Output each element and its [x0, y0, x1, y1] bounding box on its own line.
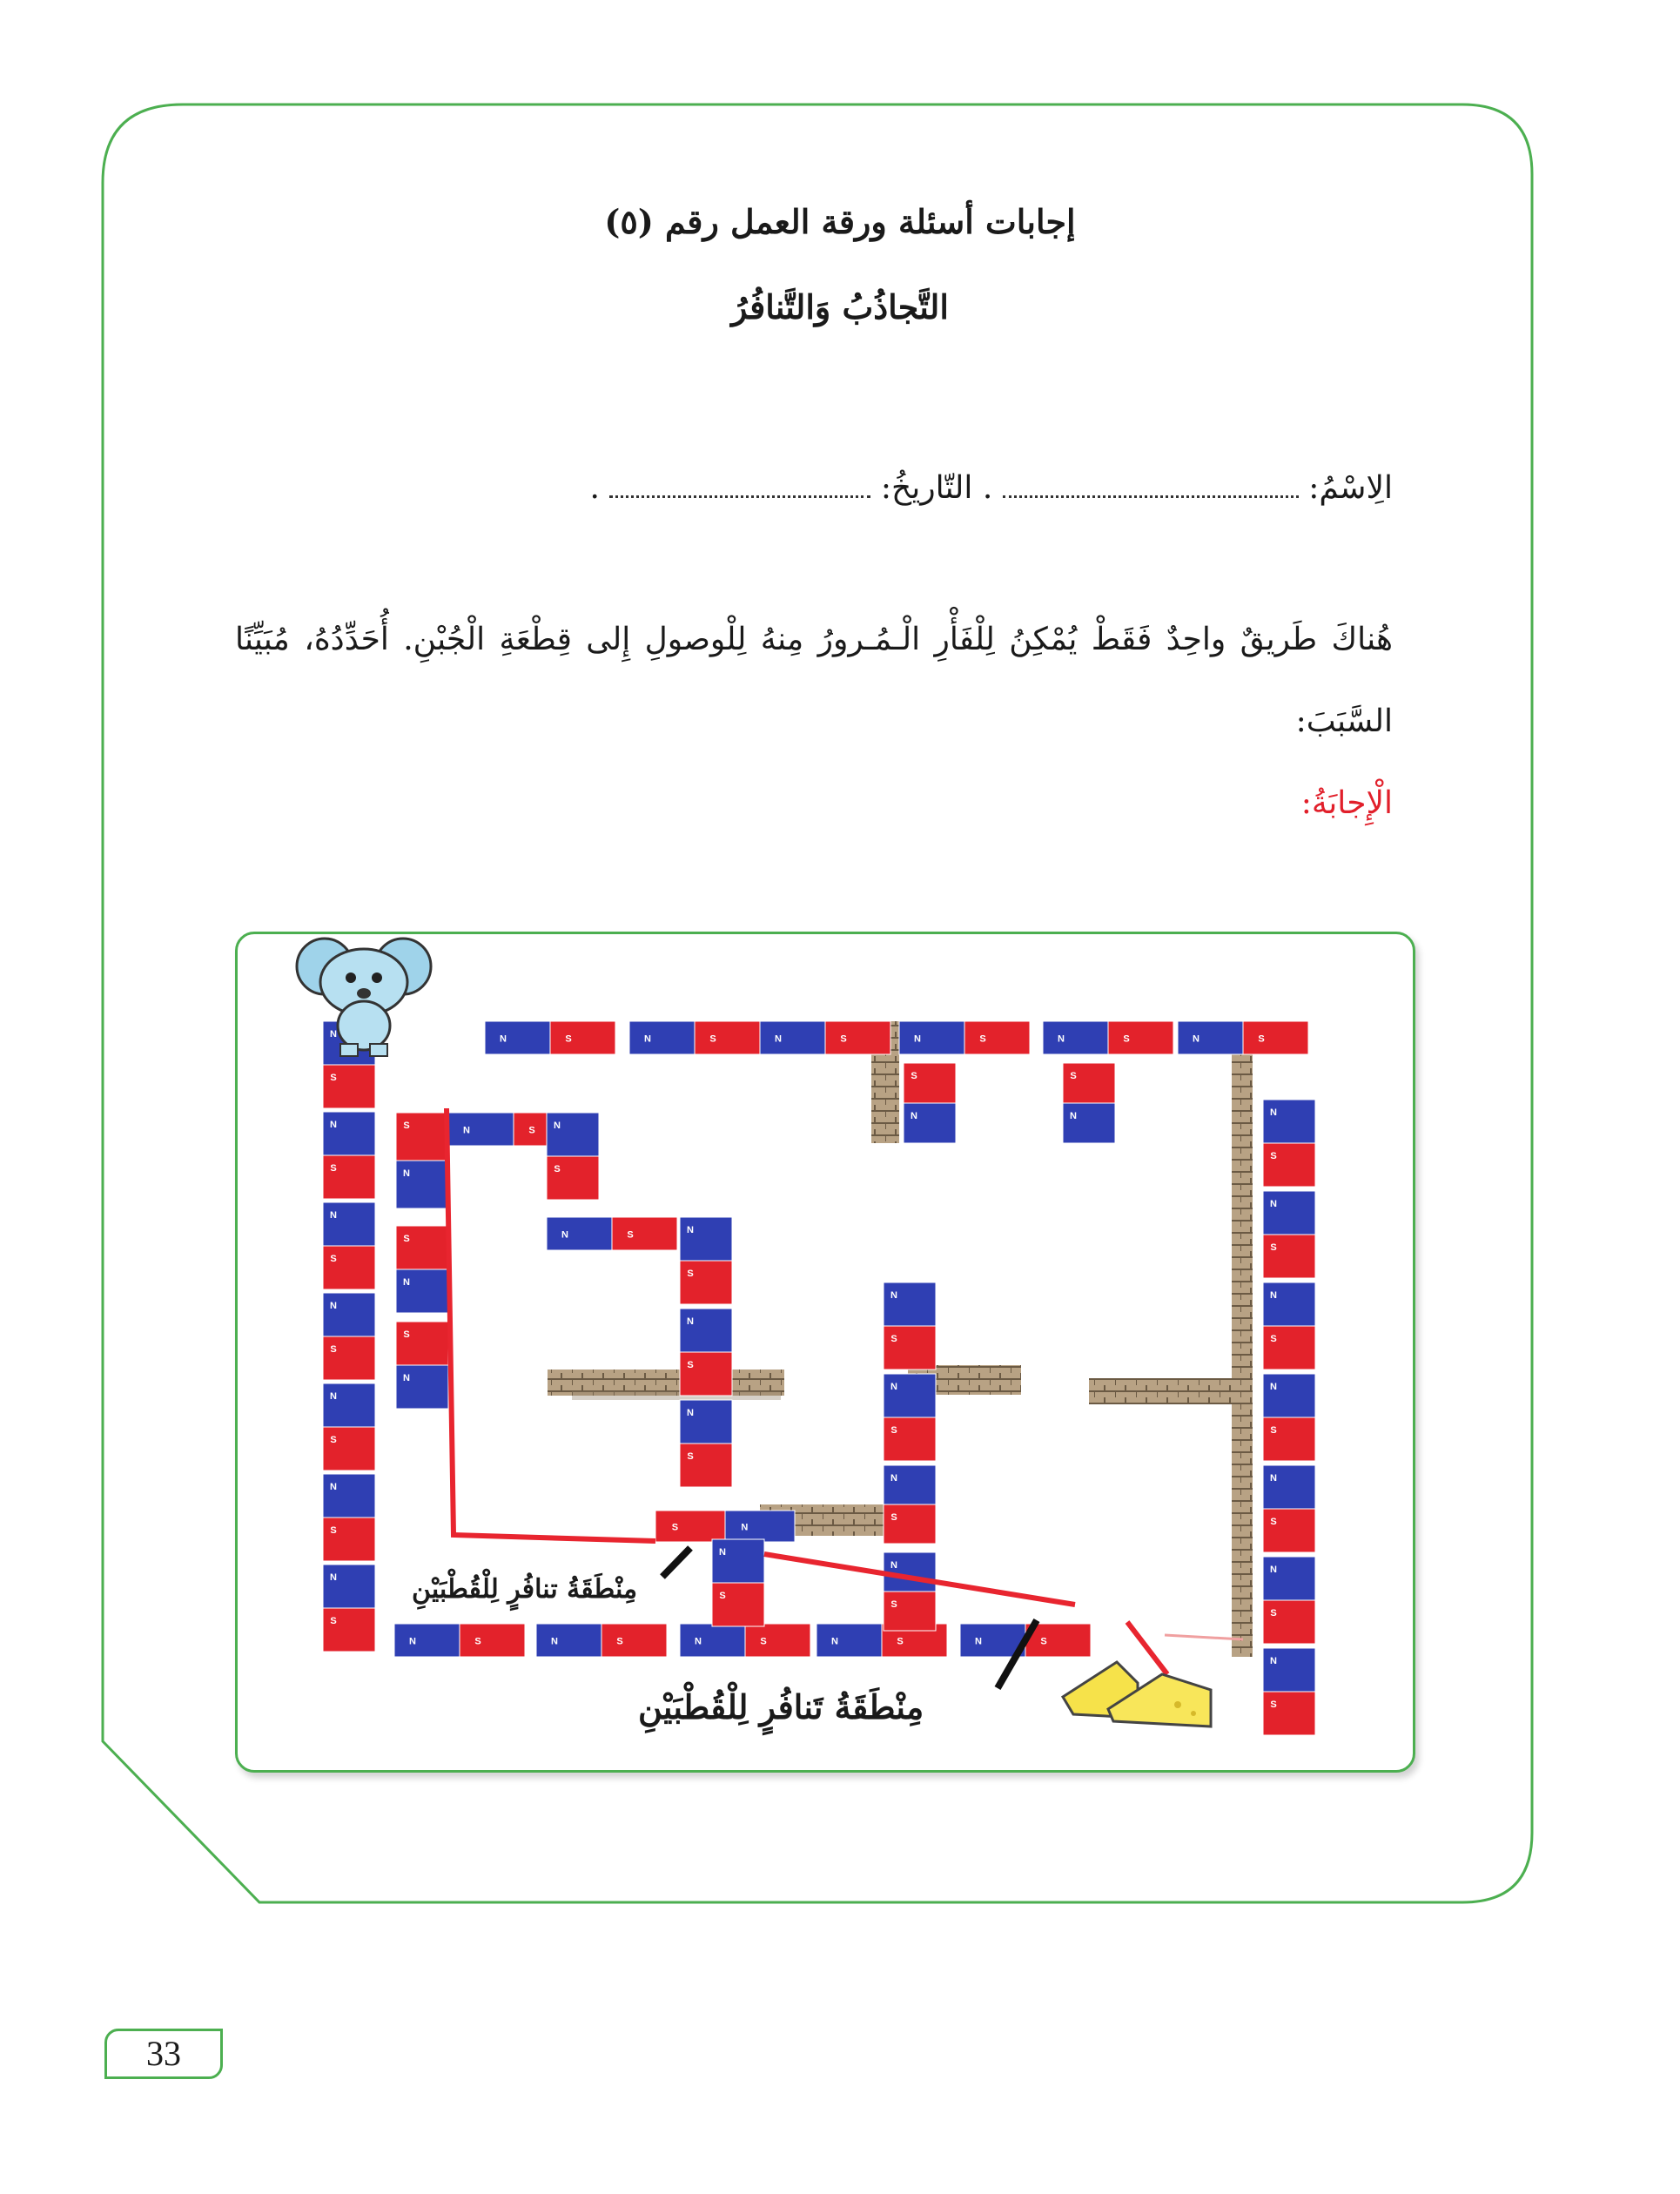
svg-text:N: N [561, 1229, 568, 1241]
svg-text:S: S [1270, 1608, 1277, 1619]
svg-text:N: N [330, 1210, 337, 1221]
bar-magnet [760, 1021, 890, 1054]
bar-magnet [680, 1400, 732, 1487]
name-date-line [589, 468, 1393, 509]
svg-text:N: N [330, 1391, 337, 1402]
bar-magnet [396, 1226, 448, 1313]
bar-magnet [1263, 1374, 1315, 1461]
svg-text:S: S [1040, 1636, 1047, 1647]
bar-magnet [547, 1113, 599, 1200]
svg-text:N: N [554, 1121, 561, 1131]
answer-label: الْإِجابَةُ: [1300, 785, 1393, 821]
svg-text:N: N [409, 1636, 416, 1647]
svg-text:N: N [1270, 1290, 1277, 1301]
svg-text:N: N [403, 1277, 410, 1288]
svg-text:N: N [330, 1120, 337, 1130]
bar-magnet [680, 1309, 732, 1396]
svg-text:S: S [403, 1329, 410, 1340]
bar-magnet [323, 1202, 375, 1289]
svg-text:N: N [695, 1636, 702, 1647]
name-field[interactable] [1003, 490, 1299, 498]
svg-text:S: S [330, 1163, 337, 1174]
svg-text:S: S [330, 1525, 337, 1536]
svg-text:N: N [975, 1636, 982, 1647]
svg-text:N: N [1270, 1199, 1277, 1209]
bar-magnet [394, 1624, 525, 1657]
bar-magnet [884, 1465, 936, 1544]
svg-text:N: N [775, 1033, 782, 1045]
svg-text:S: S [709, 1033, 716, 1045]
svg-text:S: S [911, 1071, 917, 1081]
svg-text:S: S [474, 1636, 481, 1647]
svg-text:N: N [330, 1301, 337, 1311]
bar-magnet [1063, 1063, 1115, 1143]
svg-text:N: N [644, 1033, 651, 1045]
svg-text:N: N [403, 1373, 410, 1383]
svg-text:N: N [687, 1316, 694, 1327]
repulsion-zone-label-small: مِنْطَقَةُ تنافُرٍ لِلْقُطْبَيْنِ [412, 1574, 638, 1605]
svg-text:N: N [330, 1482, 337, 1492]
svg-text:N: N [1270, 1107, 1277, 1118]
svg-text:S: S [760, 1636, 767, 1647]
svg-text:N: N [890, 1473, 897, 1484]
svg-text:S: S [890, 1512, 897, 1523]
svg-text:S: S [687, 1269, 694, 1279]
svg-text:N: N [911, 1111, 917, 1121]
svg-text:N: N [890, 1290, 897, 1301]
bar-magnet [680, 1217, 732, 1304]
svg-text:S: S [890, 1599, 897, 1610]
date-field[interactable] [609, 490, 870, 498]
bar-magnet [323, 1383, 375, 1471]
svg-text:S: S [330, 1616, 337, 1626]
svg-text:N: N [551, 1636, 558, 1647]
svg-text:N: N [1070, 1111, 1077, 1121]
brick-wall-shadow [572, 1391, 781, 1400]
bar-magnet [1178, 1021, 1308, 1054]
svg-text:S: S [979, 1033, 986, 1045]
svg-text:N: N [1270, 1382, 1277, 1392]
question-line-2: السَّبَبَ: [1295, 703, 1393, 739]
svg-text:S: S [1270, 1699, 1277, 1710]
svg-text:S: S [403, 1234, 410, 1244]
svg-text:S: S [687, 1451, 694, 1462]
svg-text:N: N [500, 1033, 507, 1045]
page-number: 33 [104, 2029, 223, 2079]
bar-magnet [629, 1021, 760, 1054]
svg-text:S: S [1070, 1071, 1077, 1081]
pointer-line [662, 1548, 690, 1577]
maze-figure [235, 932, 1415, 1773]
svg-text:S: S [1123, 1033, 1130, 1045]
bar-magnet [655, 1511, 795, 1542]
svg-text:N: N [1270, 1565, 1277, 1575]
bar-magnet [884, 1374, 936, 1461]
bar-magnet [899, 1021, 1030, 1054]
bar-magnet [323, 1293, 375, 1380]
bar-magnet [1263, 1465, 1315, 1552]
worksheet-title: إجابات أسئلة ورقة العمل رقم (٥) [604, 202, 1076, 241]
path-hint [1165, 1635, 1243, 1639]
svg-text:N: N [1058, 1033, 1065, 1045]
svg-text:N: N [1270, 1473, 1277, 1484]
svg-text:S: S [554, 1164, 561, 1174]
svg-text:N: N [890, 1560, 897, 1571]
svg-text:N: N [330, 1029, 337, 1040]
svg-text:N: N [1270, 1656, 1277, 1666]
svg-text:S: S [616, 1636, 623, 1647]
brick-wall [1089, 1378, 1235, 1404]
bar-magnet [323, 1112, 375, 1199]
path-to-cheese [1127, 1622, 1167, 1674]
svg-text:S: S [627, 1229, 634, 1241]
svg-text:N: N [719, 1547, 726, 1558]
svg-text:S: S [1270, 1425, 1277, 1436]
svg-text:S: S [719, 1591, 726, 1601]
date-label: . التّاريخُ: [880, 470, 993, 506]
svg-text:S: S [330, 1073, 337, 1083]
svg-text:N: N [403, 1168, 410, 1179]
name-label: الِاسْمُ: [1308, 470, 1393, 506]
bar-magnet [884, 1552, 936, 1631]
bar-magnet [485, 1021, 615, 1054]
svg-text:N: N [831, 1636, 838, 1647]
svg-text:N: N [1193, 1033, 1200, 1045]
bar-magnet [1043, 1021, 1173, 1054]
bar-magnet [396, 1113, 448, 1208]
mouse-icon [297, 939, 431, 1056]
svg-text:N: N [890, 1382, 897, 1392]
brick-wall [1232, 1021, 1253, 1657]
bar-magnet [680, 1624, 810, 1657]
bar-magnet [396, 1322, 448, 1409]
svg-text:S: S [840, 1033, 847, 1045]
svg-text:S: S [671, 1522, 679, 1533]
end-dot: . [589, 470, 600, 506]
bar-magnet [536, 1624, 667, 1657]
bar-magnet [323, 1565, 375, 1652]
svg-text:S: S [1258, 1033, 1265, 1045]
svg-text:S: S [1270, 1151, 1277, 1161]
svg-text:S: S [528, 1125, 535, 1136]
bar-magnet [1263, 1282, 1315, 1370]
bar-magnet [904, 1063, 956, 1143]
svg-text:S: S [687, 1360, 694, 1370]
bar-magnet [712, 1539, 764, 1626]
svg-text:S: S [330, 1254, 337, 1264]
svg-text:N: N [463, 1125, 470, 1136]
bar-magnet [547, 1217, 677, 1250]
worksheet-subtitle: التَّجاذُبُ وَالتَّنافُرُ [731, 287, 949, 326]
svg-text:N: N [741, 1522, 749, 1533]
maze-drawing [238, 934, 1413, 1770]
svg-text:S: S [1270, 1334, 1277, 1344]
bar-magnet [1263, 1557, 1315, 1644]
bar-magnet [1263, 1100, 1315, 1187]
cheese-icon [1063, 1662, 1211, 1726]
bar-magnet [323, 1474, 375, 1561]
svg-text:S: S [1270, 1242, 1277, 1253]
svg-text:S: S [330, 1344, 337, 1355]
svg-text:S: S [403, 1121, 410, 1131]
svg-text:S: S [897, 1636, 904, 1647]
svg-text:S: S [890, 1334, 897, 1344]
svg-text:N: N [330, 1572, 337, 1583]
question-line-1: هُناكَ طَريقٌ واحِدٌ فَقَطْ يُمْكِنُ لِلْفَأْرِ الْـمُـرورُ مِنهُ لِلْوصولِ إِلى قِطْعَةِ الْجُبْنِ. أُحَدِّدُهُ، مُبَيِّنًا [235, 622, 1393, 657]
svg-text:S: S [565, 1033, 572, 1045]
svg-text:N: N [687, 1225, 694, 1235]
bar-magnet [1263, 1191, 1315, 1278]
bar-magnet [1263, 1648, 1315, 1735]
svg-text:S: S [1270, 1517, 1277, 1527]
bar-magnet [884, 1282, 936, 1370]
svg-text:N: N [914, 1033, 921, 1045]
svg-text:N: N [687, 1408, 694, 1418]
svg-text:S: S [890, 1425, 897, 1436]
repulsion-zone-label-large: مِنْطَقَةُ تَنافُرٍ لِلْقُطْبَيْنِ [638, 1687, 924, 1726]
svg-text:S: S [330, 1435, 337, 1445]
